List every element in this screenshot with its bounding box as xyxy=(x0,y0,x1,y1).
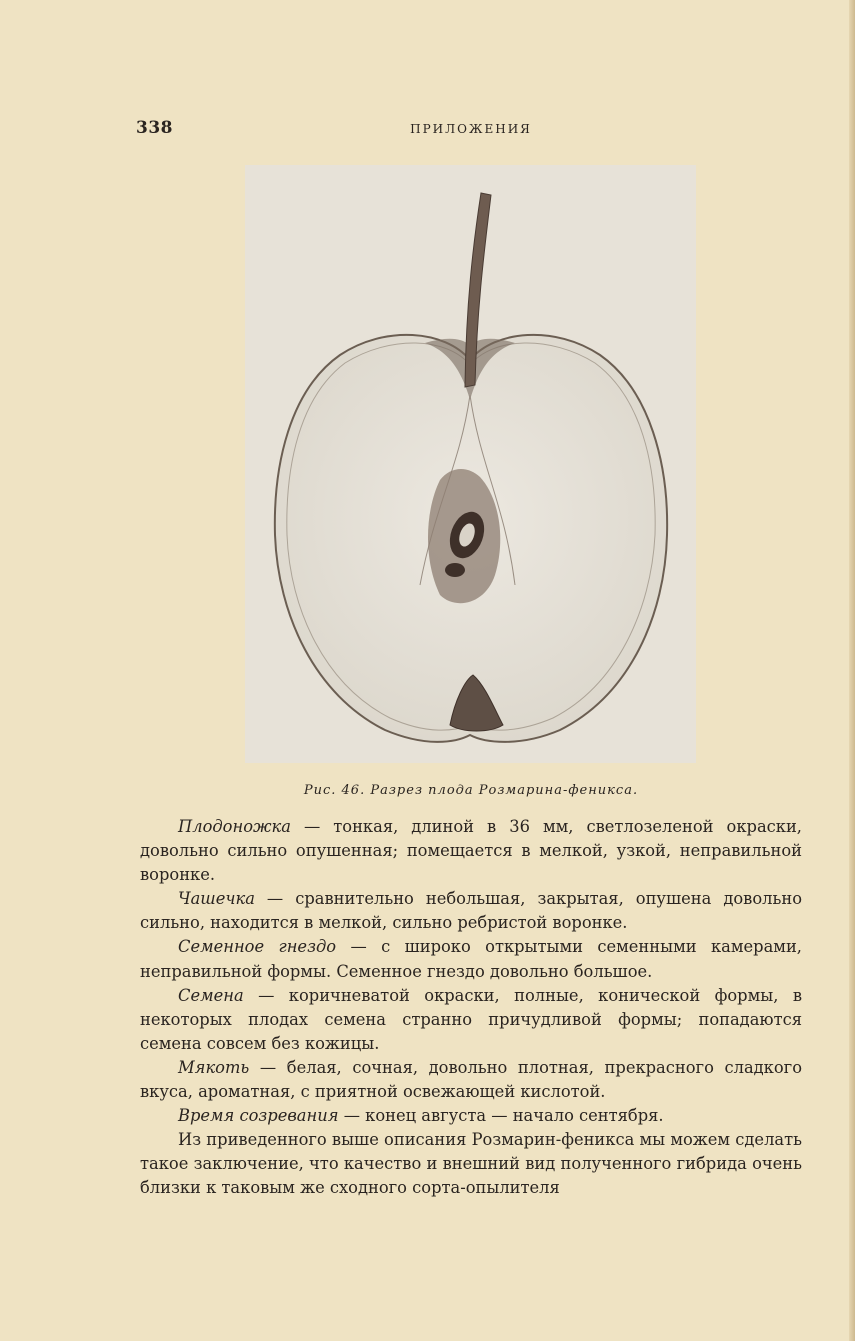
term: Семена xyxy=(178,985,244,1005)
paragraph xyxy=(140,1128,802,1200)
paragraph xyxy=(140,984,802,1056)
paragraph-text: — тонкая, длиной в 36 мм, светлозеленой окраски, довольно сильно опушенная; помещается в мелкой, узкой, неправильной воронке. xyxy=(140,817,802,885)
term: Мякоть xyxy=(178,1057,250,1077)
paragraph-text: — сравнительно небольшая, закрытая, опушена довольно сильно, находится в мелкой, сильно ребристой воронке. xyxy=(140,889,802,933)
paragraph xyxy=(140,935,802,983)
paragraph xyxy=(140,1056,802,1104)
paragraph-text: — коричневатой окраски, полные, конической формы, в некоторых плодах семена странно причудливой формы; попадаются семена совсем без кожицы. xyxy=(140,985,802,1053)
term: Чашечка xyxy=(178,889,255,909)
term: Плодоножка xyxy=(178,817,291,836)
term: Время созревания xyxy=(178,1106,339,1126)
paragraph xyxy=(140,887,802,935)
paragraph-text: — белая, сочная, довольно плотная, прекрасного сладкого вкуса, ароматная, с приятной освежающей кислотой. xyxy=(140,1057,802,1102)
running-head: ПРИЛОЖЕНИЯ xyxy=(410,122,532,136)
apple-cross-section-drawing xyxy=(245,165,696,763)
page-number: 338 xyxy=(136,118,173,138)
apple-cross-section-figure xyxy=(245,165,696,763)
paragraph-text: — конец августа — начало сентября. xyxy=(338,1106,664,1126)
paragraph-text: — с широко открытыми семенными камерами, неправильной формы. Семенное гнездо довольно большое. xyxy=(140,937,802,981)
paragraph-text: Из приведенного выше описания Розмарин-феникса мы можем сделать такое заключение, что качество и внешний вид полученного гибрида очень близки к таковым же сходного сорта-опылителя xyxy=(140,1130,802,1198)
figure-caption: Рис. 46. Разрез плода Розмарина-феникса. xyxy=(303,783,639,798)
body-text xyxy=(140,815,802,1201)
paragraph xyxy=(140,815,802,887)
paragraph xyxy=(140,1104,802,1128)
page-edge xyxy=(849,0,855,1341)
term: Семенное гнездо xyxy=(178,937,337,957)
page-header xyxy=(136,118,806,142)
